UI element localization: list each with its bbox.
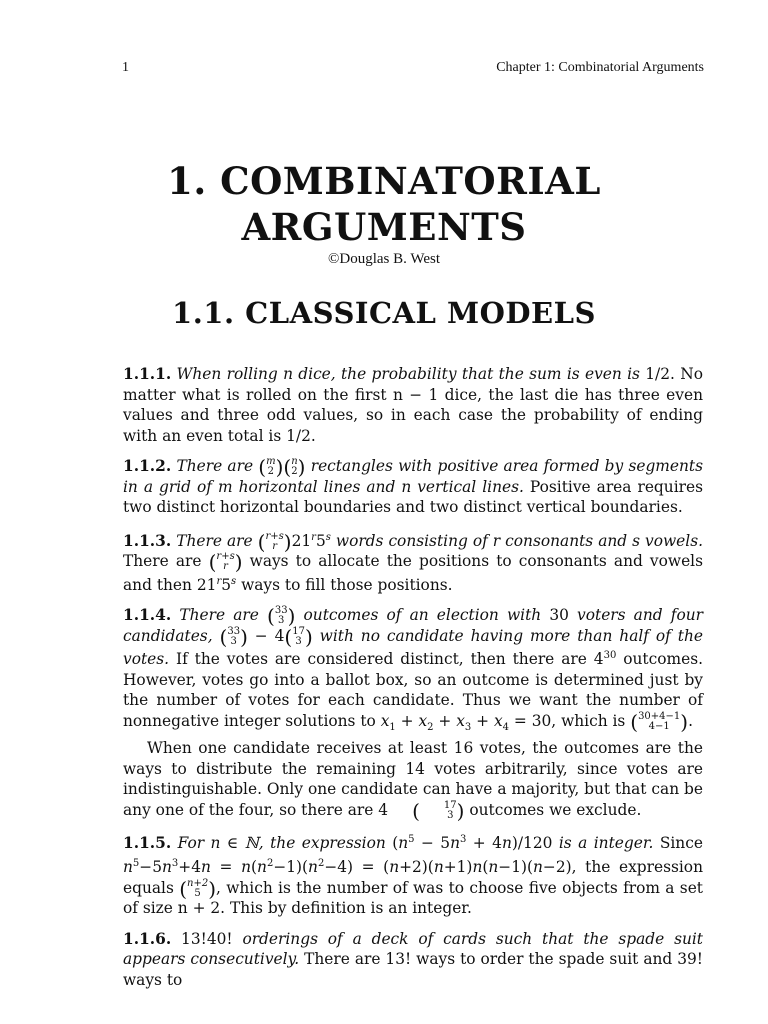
binomial-r-plus-s-r: ( r+s r ) <box>257 529 292 554</box>
section-title: 1.1. CLASSICAL MODELS <box>172 296 596 330</box>
item-1-1-4-para2: When one candidate receives at least 16 votes, the outcomes are the ways to distribute the remaining 14 votes arbitrarily, since votes are indistinguishable. Only one candidate can have a majority, but that can be any one of the four, so there are 4 ( 17 3 ) outcomes we exclude. <box>123 739 703 823</box>
item-proof-a: If the votes are considered distinct, then there are <box>175 650 587 669</box>
item-statement-cont: is a integer. <box>558 834 654 853</box>
author-credit: ©Douglas B. West <box>328 251 440 267</box>
chapter-title-line2: ARGUMENTS <box>241 205 527 249</box>
item-statement-a: 13!40! <box>181 929 233 948</box>
binomial-30-plus-4-minus-1: ( 30+4−1 4−1 ) <box>630 709 689 734</box>
chapter-label: Chapter 1: Combinatorial Arguments <box>496 60 704 75</box>
item-statement: When rolling n dice, the probability that the sum is even is <box>176 365 640 383</box>
binomial-17-3: ( 17 3 ) <box>284 624 313 649</box>
item-statement: There are <box>179 606 259 625</box>
item-statement: For n ∈ ℕ, the expression <box>177 834 386 853</box>
binomial-33-3: ( 33 3 ) <box>267 604 296 629</box>
binomial-r-plus-s-r-2: ( r+s r ) <box>208 550 243 575</box>
item-number: 1.1.6. <box>123 929 172 948</box>
item-proof-b: , the expression equals <box>123 858 703 897</box>
item-1-1-5: 1.1.5. For n ∈ ℕ, the expression $(n^5 - 5n^3 + 4n)/120$ is a integer. Since $n^5-5n^3+4n = n(n^2-1)(n^2-4) = (n+2)(n+1)n(n-1)(n-2)$, the expression equals ( n+2 5 ), which is the number of was to choose five objects from a set of size n + 2. This by definition is an integer. <box>123 834 703 918</box>
binomial-17-3-b: ( 17 3 ) <box>412 798 465 823</box>
item-proof-a: There are <box>123 552 202 571</box>
page-number: 1 <box>122 60 129 75</box>
chapter-title-line1: 1. COMBINATORIAL <box>167 159 601 203</box>
item-1-1-4: 1.1.4. There are ( 33 3 ) outcomes of an election with 30 voters and four candidates, ( 33 3 ) − 4( 17 3 ) with no candidate having more than half of the votes. If the votes are considered distinct, then there are $4^{30}$ outcomes. However, votes go into a ballot box, so an outcome is determined just by the number of votes for each candidate. Thus we want the number of nonnegative integer solutions to $x_1 + x_2 + x_3 + x_4 = 30$, which is ( 30+4−1 4−1 ). <box>123 604 703 734</box>
item-statement: There are <box>176 531 253 550</box>
item-proof-para2-a: When one candidate receives at least 16 votes, the outcomes are the ways to distribute the remaining 14 votes arbitrarily, since votes are indistinguishable. Only one candidate can have a majority, but that can be any one of the four, so there are <box>123 739 703 819</box>
section-body <box>123 364 703 1000</box>
item-statement-cont: rectangles with positive area formed by segments in a grid of m horizontal lines and n vertical lines. <box>123 457 704 496</box>
item-statement-e: with no candidate having more than half of the votes. <box>123 626 703 669</box>
binomial-m-2: ( m 2 ) <box>258 455 284 479</box>
item-statement-value: 1/2. <box>645 365 675 383</box>
binomial-33-3-b: ( 33 3 ) <box>219 624 248 649</box>
item-number: 1.1.4. <box>123 606 172 625</box>
item-1-1-6 <box>123 929 703 991</box>
item-1-1-2 <box>123 456 703 518</box>
item-proof-c: , which is the number of was to choose five objects from a set of size n + 2. This by definition is an integer. <box>123 878 703 918</box>
item-proof-b: outcomes. However, votes go into a ballot box, so an outcome is determined just by the number of votes for each candidate. Thus we want the number of nonnegative integer solutions to <box>123 650 703 730</box>
item-statement-b: outcomes of an election with <box>303 606 542 625</box>
item-statement-cont: words consisting of r consonants and s vowels. <box>335 531 703 550</box>
item-1-1-1 <box>123 364 703 446</box>
chapter-title <box>0 158 768 250</box>
item-proof: Positive area requires two distinct horizontal boundaries and two distinct vertical boundaries. <box>123 477 703 516</box>
item-proof-b: ways to allocate the positions to consonants and vowels and then <box>123 552 703 594</box>
item-proof-c: , which is <box>551 711 626 730</box>
item-1-1-3: 1.1.3. There are ( r+s r )21$^r$5$^s$ words consisting of r consonants and s vowels. There are ( r+s r ) ways to allocate the positions to consonants and vowels and then 21$^r$5$^s$ ways to fill those positions. <box>123 529 703 594</box>
item-number: 1.1.3. <box>123 531 172 550</box>
item-statement-c: 30 <box>549 606 569 625</box>
item-proof-para2-b: outcomes we exclude. <box>469 800 642 819</box>
item-proof: No matter what is rolled on the first n − 1 dice, the last die has three even values and three odd values, so in each case the probability of ending with an even total is 1/2. <box>123 365 703 445</box>
item-statement-d: voters and four candidates, <box>123 606 703 645</box>
item-statement: There are <box>176 457 254 475</box>
running-header <box>122 60 704 76</box>
item-number: 1.1.1. <box>123 365 172 383</box>
item-number: 1.1.2. <box>123 457 172 475</box>
binomial-n-plus-2-5: ( n+2 5 ) <box>179 876 216 901</box>
item-proof: There are 13! ways to order the spade suit and 39! ways to <box>123 950 703 989</box>
item-proof-a: Since <box>659 834 703 853</box>
binomial-n-2: ( n 2 ) <box>283 455 306 479</box>
item-proof-c: ways to fill those positions. <box>241 575 453 594</box>
item-statement-b: orderings of a deck of cards such that the spade suit appears consecutively. <box>123 929 703 969</box>
item-number: 1.1.5. <box>123 834 172 853</box>
